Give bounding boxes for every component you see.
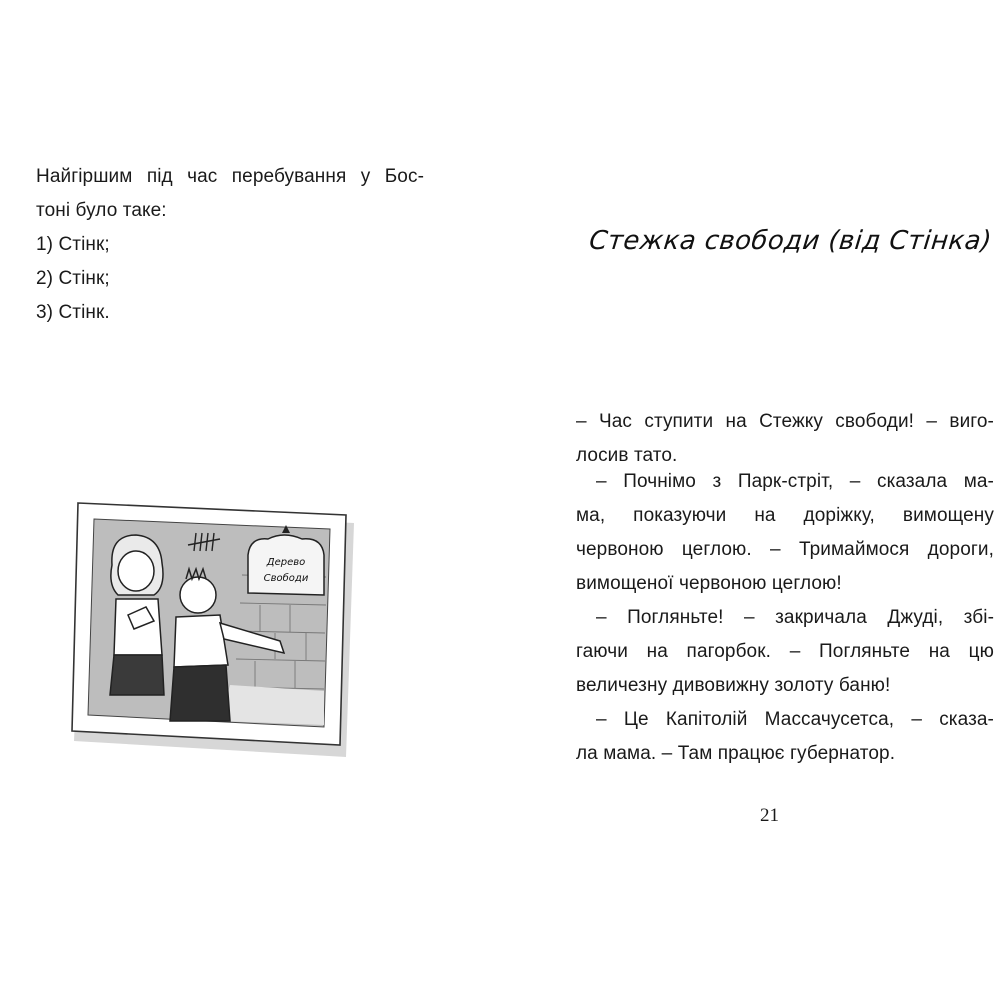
- body-line: – Час ступити на Стежку свободи! – виго-: [576, 411, 994, 432]
- girl-figure: [110, 535, 164, 695]
- page-number: 21: [760, 805, 779, 826]
- body-line: – Почнімо з Парк-стріт, – сказала ма-: [596, 471, 994, 492]
- photo-drawing: [70, 495, 360, 760]
- body-line: величезну дивовижну золоту баню!: [576, 675, 891, 696]
- body-line: – Погляньте! – закричала Джуді, збі-: [596, 607, 994, 628]
- body-line: лосив тато.: [576, 445, 678, 466]
- body-line: гаючи на пагорбок. – Погляньте на цю: [576, 641, 994, 662]
- body-line: вимощеної червоною цеглою!: [576, 573, 842, 594]
- right-page: [500, 0, 1000, 1000]
- chapter-title: Стежка свободи (від Стінка): [587, 226, 994, 256]
- sign-text: Свободи: [263, 573, 309, 584]
- body-line: – Це Капітолій Массачусетса, – сказа-: [596, 709, 994, 730]
- body-line: ма, показуючи на доріжку, вимощену: [576, 505, 994, 526]
- body-line: червоною цеглою. – Тримаймося дороги,: [576, 539, 994, 560]
- list-item: 1) Стінк;: [36, 234, 110, 255]
- body-line: ла мама. – Там працює губернатор.: [576, 743, 896, 764]
- paragraph-line: Найгіршим під час перебування у Бос-: [36, 166, 424, 187]
- paragraph-line: тоні було таке:: [36, 200, 167, 221]
- list-item: 3) Стінк.: [36, 302, 110, 323]
- illustration-photo: [70, 495, 360, 760]
- sign-text: Дерево: [266, 557, 306, 568]
- list-item: 2) Стінк;: [36, 268, 110, 289]
